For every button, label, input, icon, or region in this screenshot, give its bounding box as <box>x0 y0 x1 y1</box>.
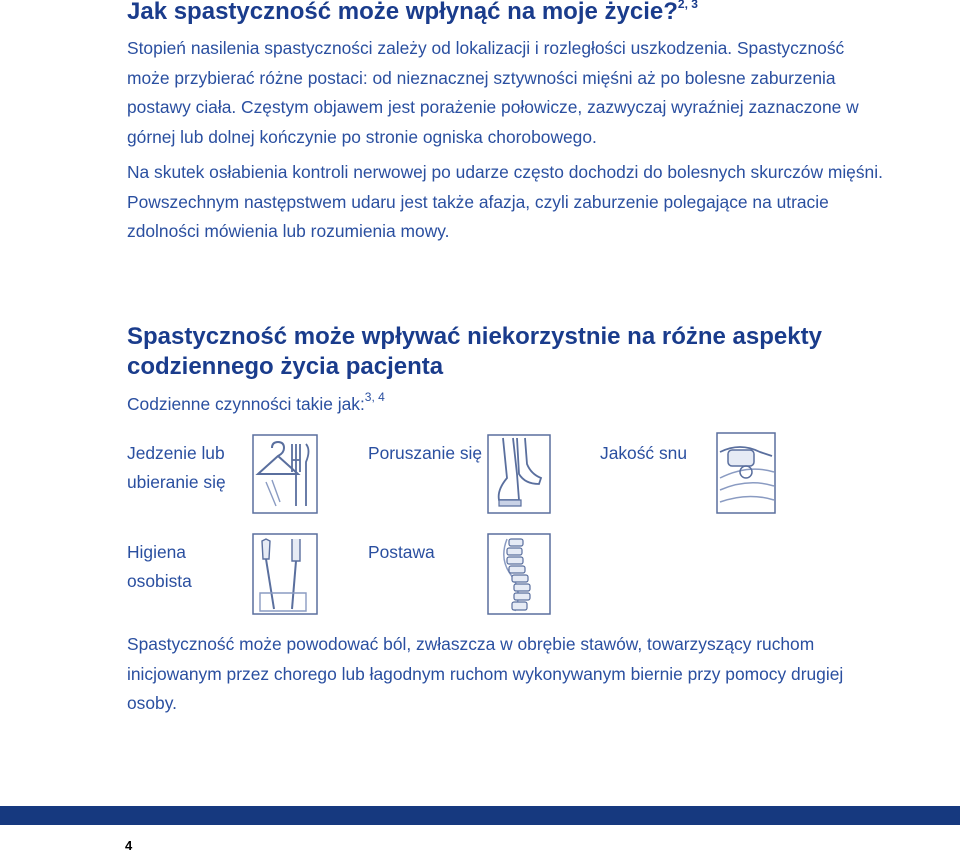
section-subtitle-refs: 3, 4 <box>364 390 385 404</box>
activity-label-eating-dressing <box>127 439 226 497</box>
closing-paragraph: Spastyczność może powodować ból, zwłaszcza w obrębie stawów, towarzyszący ruchom inicjowanym przez chorego lub łagodnym ruchom wykonywanym biernie przy pomocy drugiej osoby. <box>127 634 844 713</box>
page-title <box>127 0 698 26</box>
activity-label-line: osobista <box>127 571 192 591</box>
section-title: Spastyczność może wpływać niekorzystnie na różne aspekty codziennego życia pacjenta <box>127 323 822 380</box>
activity-label-line: Poruszanie się <box>368 443 483 463</box>
spine-icon <box>487 533 551 615</box>
activity-label-line: Postawa <box>368 542 435 562</box>
activity-label-line: Jedzenie lub <box>127 443 225 463</box>
activity-label-posture <box>368 538 435 567</box>
activity-label-line: Higiena <box>127 542 186 562</box>
intro-paragraph-2: Na skutek osłabienia kontroli nerwowej po udarze często dochodzi do bolesnych skurczów mięśni. Powszechnym następstwem udaru jest także afazja, czyli zaburzenie polegające na utracie zdolności mówienia lub rozumienia mowy. <box>127 162 883 241</box>
toothbrush-icon <box>252 533 318 615</box>
walking-feet-icon <box>487 434 551 514</box>
activity-label-line: Jakość snu <box>600 443 687 463</box>
hanger-cutlery-icon <box>252 434 318 514</box>
activity-label-moving <box>368 439 482 468</box>
page-number: 4 <box>125 838 133 853</box>
page-title-text: Jak spastyczność może wpłynąć na moje życie? <box>127 0 678 25</box>
activity-label-line: ubieranie się <box>127 472 226 492</box>
page-title-refs: 2, 3 <box>677 0 698 11</box>
activity-label-sleep <box>600 439 687 468</box>
section-subtitle <box>127 392 385 415</box>
intro-paragraph-1: Stopień nasilenia spastyczności zależy od lokalizacji i rozległości uszkodzenia. Spastyczność może przybierać różne postaci: od nieznacznej sztywności mięśni aż po bolesne zaburzenia postawy ciała. Częstym objawem jest porażenie połowicze, zazwyczaj wyraźniej zaznaczone w górnej lub dolnej kończynie po stronie ogniska chorobowego. <box>127 38 859 147</box>
activity-label-hygiene <box>127 538 192 596</box>
sleeping-person-icon <box>716 432 776 514</box>
footer-bar <box>0 806 960 825</box>
section-subtitle-text: Codzienne czynności takie jak: <box>127 393 365 414</box>
